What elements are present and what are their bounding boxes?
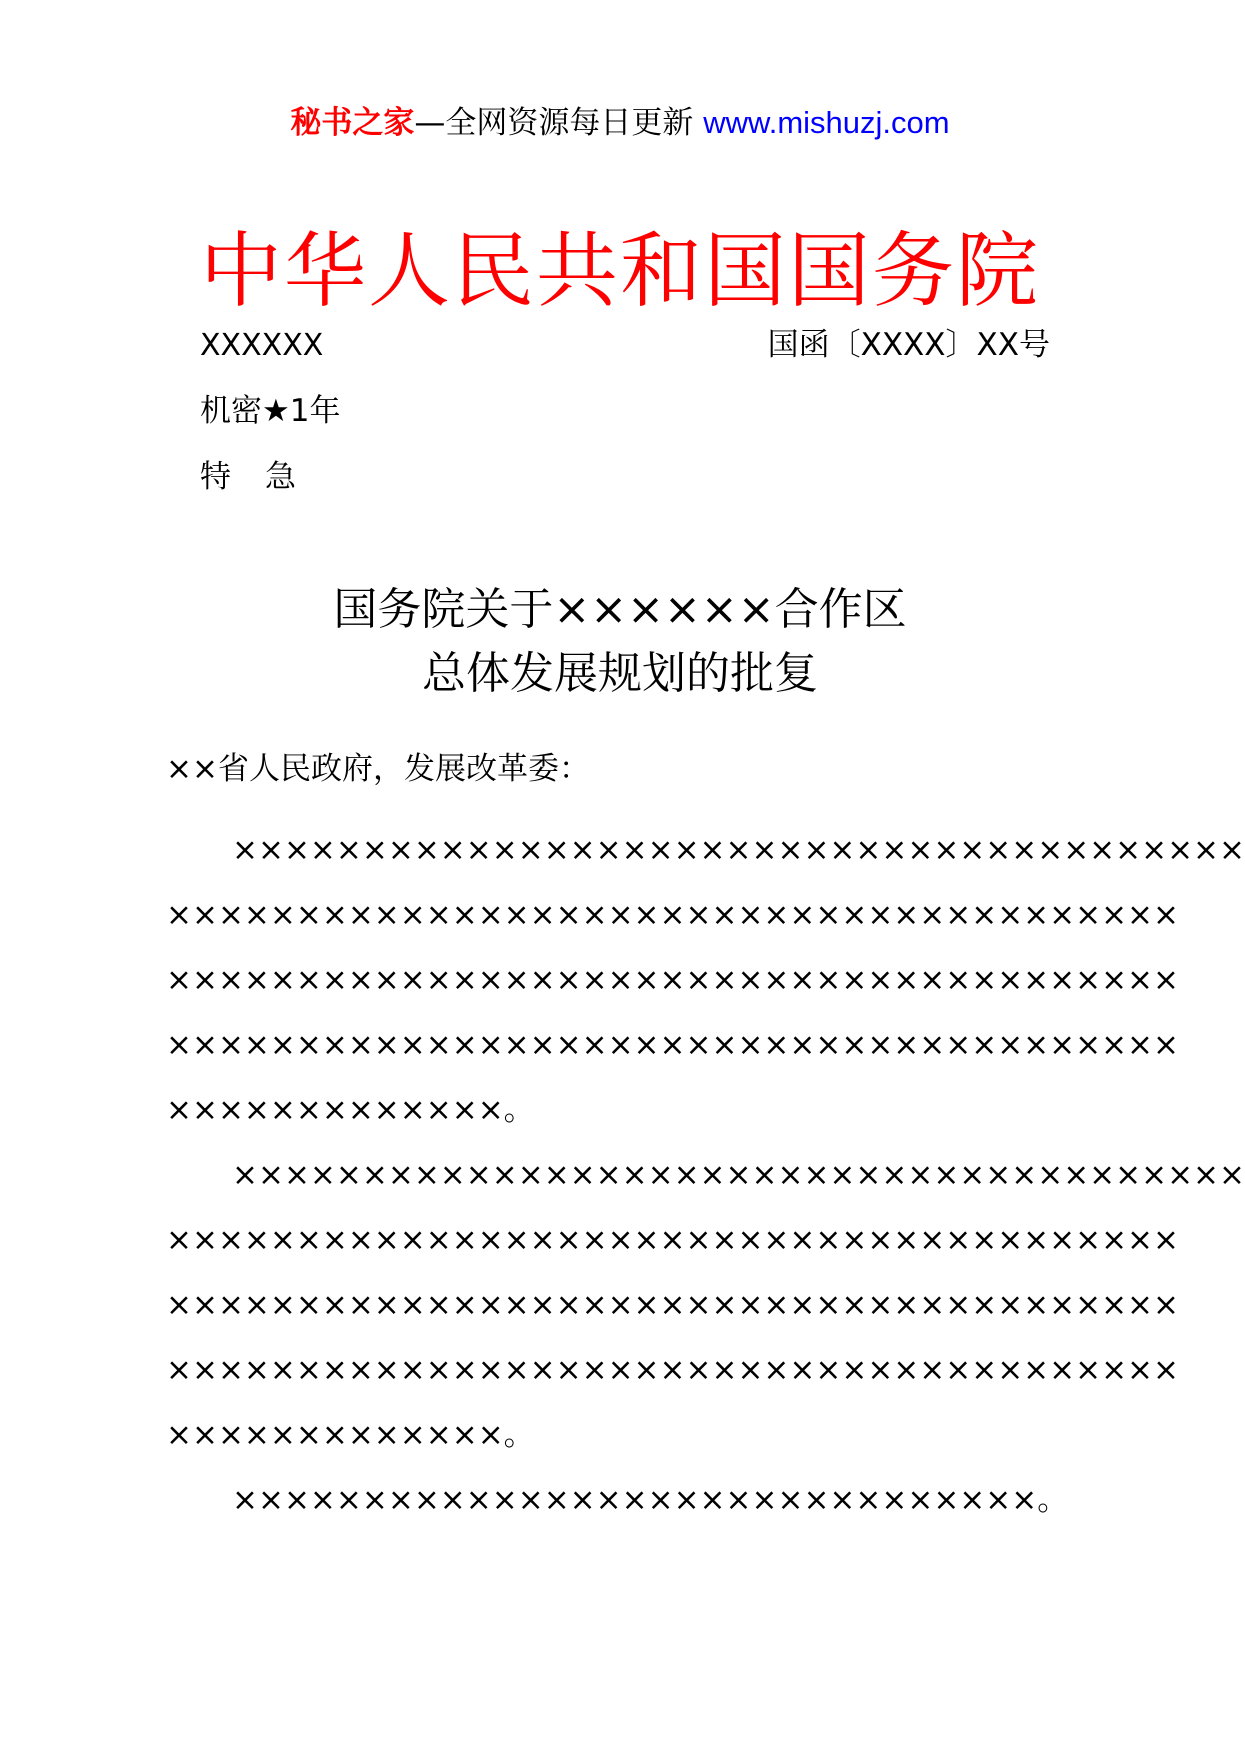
- paragraph-line: ×××××××××××××××××××××××××××××××××××××××: [232, 1157, 1245, 1193]
- issuing-authority-heading: 中华人民共和国国务院: [199, 224, 1040, 319]
- document-title-line-1: 国务院关于××××××合作区: [333, 584, 907, 635]
- body-paragraph-3: [166, 1468, 1076, 1533]
- paragraph-line: ×××××××××××××××××××××××××××××××××××××××: [166, 1027, 1180, 1063]
- paragraph-line: ×××××××××××××××××××××××××××××××。: [232, 1482, 1069, 1518]
- document-number: 国函〔XXXX〕XX号: [767, 327, 1050, 363]
- paragraph-line: ×××××××××××××××××××××××××××××××××××××××: [166, 1287, 1180, 1323]
- paragraph-line: ×××××××××××××××××××××××××××××××××××××××: [166, 962, 1180, 998]
- secrecy-level: 机密★1年: [200, 393, 341, 429]
- banner-site-name: 秘书之家: [290, 105, 415, 141]
- body-paragraph-1: [166, 818, 1245, 1143]
- paragraph-line: ×××××××××××××。: [166, 1092, 535, 1128]
- paragraph-line: ×××××××××××××××××××××××××××××××××××××××: [166, 1222, 1180, 1258]
- paragraph-line: ×××××××××××××××××××××××××××××××××××××××: [166, 1352, 1180, 1388]
- paragraph-line: ×××××××××××××。: [166, 1417, 535, 1453]
- copy-number: XXXXXX: [200, 328, 324, 363]
- banner-slogan: —全网资源每日更新: [414, 105, 704, 141]
- urgency-level: 特急: [200, 459, 330, 495]
- paragraph-line: ×××××××××××××××××××××××××××××××××××××××: [232, 832, 1245, 868]
- body-paragraph-2: [166, 1143, 1245, 1468]
- banner-url-link[interactable]: www.mishuzj.com: [703, 105, 950, 140]
- addressee: ××省人民政府，发展改革委：: [166, 751, 590, 787]
- paragraph-line: ×××××××××××××××××××××××××××××××××××××××: [166, 897, 1180, 933]
- document-body: [166, 818, 1245, 1533]
- document-title: [0, 578, 1240, 706]
- site-banner: [0, 100, 1240, 146]
- document-title-line-2: 总体发展规划的批复: [422, 648, 818, 699]
